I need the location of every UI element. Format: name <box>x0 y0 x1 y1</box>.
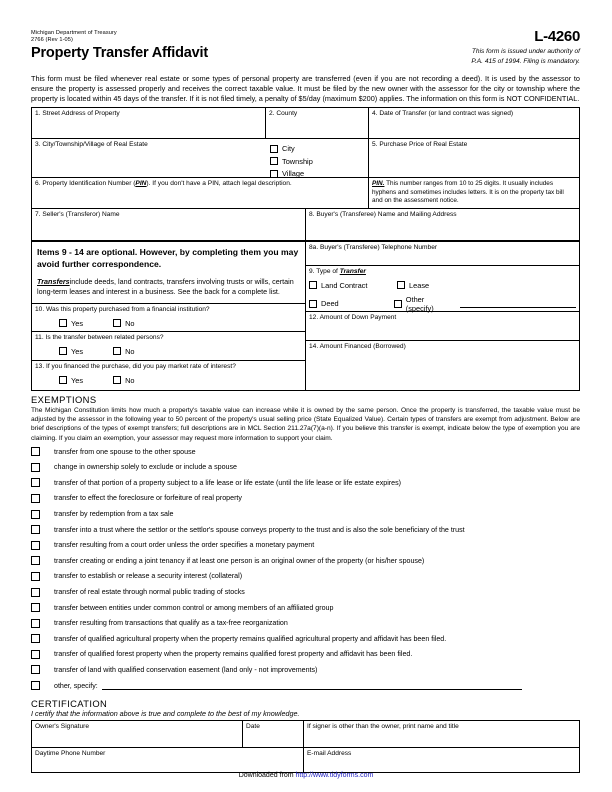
field-label: 10. Was this property purchased from a financial institution? <box>35 306 210 314</box>
pin-note-body: This number ranges from 10 to 25 digits. It usually includes hyphens and sometimes includes letters. It is on the property tax bill and on the assessment notice. <box>372 180 564 205</box>
field-label: 8a. Buyer's (Transferee) Telephone Number <box>309 244 438 252</box>
checkbox-lease[interactable] <box>397 281 405 289</box>
footer-prefix: Downloaded from <box>238 772 296 779</box>
list-item[interactable] <box>31 618 580 634</box>
checkbox-exemption[interactable] <box>31 603 40 612</box>
option-label: Land Contract <box>321 280 368 290</box>
checkbox-exemption[interactable] <box>31 447 40 456</box>
list-item[interactable] <box>31 649 580 665</box>
yes-no-group <box>59 347 302 356</box>
checkbox-exemption[interactable] <box>31 619 40 628</box>
option-label: No <box>125 375 135 385</box>
field-label: Date <box>246 723 260 731</box>
certification-table <box>31 720 580 773</box>
field-buyer-telephone[interactable] <box>306 242 579 266</box>
checkbox-exemption[interactable] <box>31 556 40 565</box>
field-label: 14. Amount Financed (Borrowed) <box>309 343 406 351</box>
field-daytime-phone[interactable] <box>32 748 304 772</box>
checkbox-yes[interactable] <box>59 376 67 384</box>
field-transfer-between-related-persons[interactable] <box>32 332 305 361</box>
checkbox-exemption[interactable] <box>31 650 40 659</box>
municipality-type-group <box>270 141 365 179</box>
exemption-label: transfer into a trust where the settlor or the settlor's spouse conveys property to the trust and is also the sole beneficiary of the trust <box>54 525 465 534</box>
list-item[interactable] <box>31 665 580 681</box>
checkbox-exemption[interactable] <box>31 463 40 472</box>
list-item[interactable] <box>31 509 580 525</box>
municipality-option-township[interactable] <box>270 157 365 166</box>
exemption-label: transfer to establish or release a security interest (collateral) <box>54 572 243 581</box>
exemption-label: transfer of real estate through normal public trading of stocks <box>54 588 245 596</box>
table-row <box>32 209 579 241</box>
pin-help-note <box>369 178 579 208</box>
field-label: 2. County <box>269 110 298 118</box>
authority-line-1: This form is issued under authority of <box>471 48 580 55</box>
option-deed[interactable] <box>309 295 394 313</box>
form-revision: 2766 (Rev 1-05) <box>31 37 73 43</box>
optional-items-note <box>32 242 305 304</box>
other-specify-input[interactable] <box>460 300 576 308</box>
field-buyer-name-address[interactable] <box>306 209 579 240</box>
checkbox-exemption[interactable] <box>31 588 40 597</box>
intro-paragraph: This form must be filed whenever real estate or some types of personal property are transferred (even if you are not recording a deed). It is used by the assessor to ensure the property is assessed properly and receives the correct taxable value. It must be filed by the new owner with the assessor for the city or township where the property is located within 45 days of the transfer. If it is not filed timely, a penalty of $5/day (maximum $200) applies. The information on this form is NOT CONFIDENTIAL. <box>31 74 580 104</box>
field-label: 4. Date of Transfer (or land contract was signed) <box>372 110 514 118</box>
list-item-other[interactable] <box>31 681 580 697</box>
option-other[interactable] <box>394 295 576 313</box>
footer-url[interactable]: http://www.tidyforms.com <box>295 772 374 779</box>
transfer-options-row-2 <box>309 295 576 313</box>
option-label: Yes <box>71 375 84 385</box>
transfers-note-body: include deeds, land contracts, transfers involving trusts or wills, certain long-term leases and interest in a business. See the back for a complete list. <box>37 277 294 296</box>
exemption-label: transfer of that portion of a property subject to a life lease or life estate (until the life lease or life estate expires) <box>54 478 401 487</box>
option-yes[interactable] <box>59 347 83 356</box>
footer-watermark <box>0 772 612 779</box>
list-item[interactable] <box>31 556 580 572</box>
field-label: 11. Is the transfer between related persons? <box>35 334 164 342</box>
authority-note <box>360 47 580 66</box>
optional-left-column <box>32 242 306 390</box>
pin-underline: PIN <box>135 180 147 188</box>
field-city-township-village[interactable] <box>32 139 369 177</box>
pin-note-underline: PIN. <box>372 180 385 188</box>
authority-line-2: P.A. 415 of 1994. Filing is mandatory. <box>471 57 580 65</box>
field-street-address[interactable] <box>32 108 266 138</box>
field-property-id-number[interactable] <box>32 178 369 208</box>
checkbox-no[interactable] <box>113 376 121 384</box>
list-item[interactable] <box>31 493 580 509</box>
field-label: Owner's Signature <box>35 723 90 731</box>
checkbox-land-contract[interactable] <box>309 281 317 289</box>
field-label: 3. City/Township/Village of Real Estate <box>35 141 148 149</box>
option-label: Deed <box>321 299 339 309</box>
field-label: E-mail Address <box>307 750 352 758</box>
checkbox-deed[interactable] <box>309 300 317 308</box>
checkbox-exemption[interactable] <box>31 525 40 534</box>
field-down-payment[interactable] <box>306 312 579 341</box>
list-item[interactable] <box>31 587 580 603</box>
field-county[interactable] <box>266 108 369 138</box>
exemption-label: transfer of land with qualified conservation easement (land only - not improvements) <box>54 665 318 674</box>
exemption-label: transfer of qualified agricultural property when the property remains qualified agricultural property and affidavit has been filed. <box>54 634 447 643</box>
field-email-address[interactable] <box>304 748 579 772</box>
checkbox-other[interactable] <box>394 300 402 308</box>
option-yes[interactable] <box>59 376 83 385</box>
list-item[interactable] <box>31 571 580 587</box>
checkbox-township[interactable] <box>270 157 278 165</box>
field-label: 1. Street Address of Property <box>35 110 120 118</box>
form-number: L-4260 <box>534 28 580 45</box>
field-market-rate-of-interest[interactable] <box>32 361 305 390</box>
municipality-option-village[interactable] <box>270 169 365 178</box>
option-no[interactable] <box>113 319 134 328</box>
option-label: City <box>282 144 295 154</box>
field-label: 8. Buyer's (Transferee) Name and Mailing Address <box>309 211 457 219</box>
field-type-of-transfer[interactable] <box>306 266 579 312</box>
transfer-underline: Transfer <box>339 268 366 276</box>
checkbox-yes[interactable] <box>59 319 67 327</box>
field-amount-financed[interactable] <box>306 341 579 370</box>
checkbox-exemption[interactable] <box>31 634 40 643</box>
municipality-option-city[interactable] <box>270 144 365 153</box>
exemption-label: transfer of qualified forest property when the property remains qualified forest property and affidavit has been filed. <box>54 650 413 659</box>
checkbox-exemption[interactable] <box>31 478 40 487</box>
exemptions-intro: The Michigan Constitution limits how much a property's taxable value can increase while it is owned by the same person. Once the property is transferred, the taxable value must be adjusted by the assessor in the following year to 50 percent of the property's usual selling price (State Equalized Value). Certain types of transfers are exempt from adjustment. Below are brief descriptions of the types of exempt transfers; full descriptions are in MCL Section 211.27a(7)(a-n). If you believe this transfer is exempt, indicate below the type of exemption you are claiming. If you claim an exemption, your assessor may request more information to support your claim. <box>31 407 580 442</box>
field-label: 12. Amount of Down Payment <box>309 314 397 322</box>
exemption-label: transfer to effect the foreclosure or forfeiture of real property <box>54 494 242 503</box>
checkbox-exemption[interactable] <box>31 510 40 519</box>
option-no[interactable] <box>113 347 134 356</box>
table-row <box>32 721 579 748</box>
optional-right-column <box>306 242 579 390</box>
exemption-label: transfer from one spouse to the other spouse <box>54 447 196 456</box>
form-header <box>31 30 580 72</box>
list-item[interactable] <box>31 540 580 556</box>
transfers-note <box>37 277 300 296</box>
exemption-label: change in ownership solely to exclude or include a spouse <box>54 463 237 472</box>
form-page <box>31 30 580 773</box>
option-label: Yes <box>71 346 84 356</box>
list-item[interactable] <box>31 634 580 650</box>
field-owner-signature[interactable] <box>32 721 243 747</box>
option-no[interactable] <box>113 376 134 385</box>
field-label: 6. Property Identification Number (PIN). If you don't have a PIN, attach legal description. <box>35 180 292 188</box>
option-label: Township <box>282 156 313 166</box>
page-title: Property Transfer Affidavit <box>31 45 208 61</box>
exemption-label: transfer resulting from transactions that qualify as a tax-free reorganization <box>54 619 288 628</box>
option-label: Yes <box>71 318 84 328</box>
option-label: Other (specify) <box>405 294 434 313</box>
yes-no-group <box>59 319 302 328</box>
exemption-label: transfer resulting from a court order unless the order specifies a monetary payment <box>54 541 315 550</box>
certification-statement: I certify that the information above is true and complete to the best of my knowledge. <box>31 709 300 719</box>
field-label: 13. If you financed the purchase, did you pay market rate of interest? <box>35 363 236 371</box>
table-row <box>32 139 579 178</box>
exemption-other-input[interactable] <box>102 681 522 690</box>
pin-note-text <box>372 180 576 206</box>
option-label: Village <box>282 169 305 179</box>
field-seller-name[interactable] <box>32 209 306 240</box>
list-item[interactable] <box>31 525 580 541</box>
transfer-label-prefix: 9. Type of <box>309 268 338 276</box>
field-label <box>309 268 576 277</box>
checkbox-exemption[interactable] <box>31 494 40 503</box>
certification-heading: CERTIFICATION <box>31 698 108 710</box>
checkbox-exemption[interactable] <box>31 572 40 581</box>
department-name: Michigan Department of Treasury <box>31 30 117 36</box>
option-label: No <box>125 346 135 356</box>
list-item[interactable] <box>31 478 580 494</box>
option-label: Lease <box>409 280 430 290</box>
form-fields-table <box>31 108 580 242</box>
transfers-underline: Transfers <box>37 277 70 287</box>
checkbox-yes[interactable] <box>59 347 67 355</box>
checkbox-no[interactable] <box>113 347 121 355</box>
field-date-of-transfer[interactable] <box>369 108 579 138</box>
list-item[interactable] <box>31 603 580 619</box>
checkbox-village[interactable] <box>270 170 278 178</box>
field-signer-name-title[interactable] <box>304 721 579 747</box>
exemption-other-label: other, specify: <box>54 681 98 690</box>
option-label: No <box>125 318 135 328</box>
checkbox-city[interactable] <box>270 145 278 153</box>
option-yes[interactable] <box>59 319 83 328</box>
table-row <box>32 178 579 209</box>
exemptions-list <box>31 447 580 697</box>
exemption-label: transfer between entities under common control or among members of an affiliated group <box>54 603 334 612</box>
optional-items-table <box>31 242 580 391</box>
checkbox-exemption[interactable] <box>31 665 40 674</box>
transfer-options-row-1 <box>309 281 576 290</box>
exemption-label: transfer by redemption from a tax sale <box>54 510 174 519</box>
option-land-contract[interactable] <box>309 281 397 290</box>
optional-note-text: Items 9 - 14 are optional. However, by completing them you may avoid further correspondence. <box>37 247 299 270</box>
checkbox-exemption[interactable] <box>31 541 40 550</box>
yes-no-group <box>59 376 302 385</box>
exemption-label: transfer creating or ending a joint tenancy if at least one person is an original owner of the property (or his/her spouse) <box>54 556 425 565</box>
checkbox-no[interactable] <box>113 319 121 327</box>
field-signature-date[interactable] <box>243 721 304 747</box>
field-purchase-price[interactable] <box>369 139 579 177</box>
table-row <box>32 748 579 772</box>
list-item[interactable] <box>31 447 580 463</box>
field-label: 7. Seller's (Transferor) Name <box>35 211 120 219</box>
checkbox-exemption-other[interactable] <box>31 681 40 690</box>
field-label: If signer is other than the owner, print name and title <box>307 723 459 731</box>
table-row <box>32 108 579 139</box>
field-label: Daytime Phone Number <box>35 750 106 758</box>
exemptions-heading: EXEMPTIONS <box>31 394 97 406</box>
field-label: 5. Purchase Price of Real Estate <box>372 141 468 149</box>
field-purchased-from-financial-institution[interactable] <box>32 304 305 332</box>
option-lease[interactable] <box>397 281 429 290</box>
list-item[interactable] <box>31 462 580 478</box>
